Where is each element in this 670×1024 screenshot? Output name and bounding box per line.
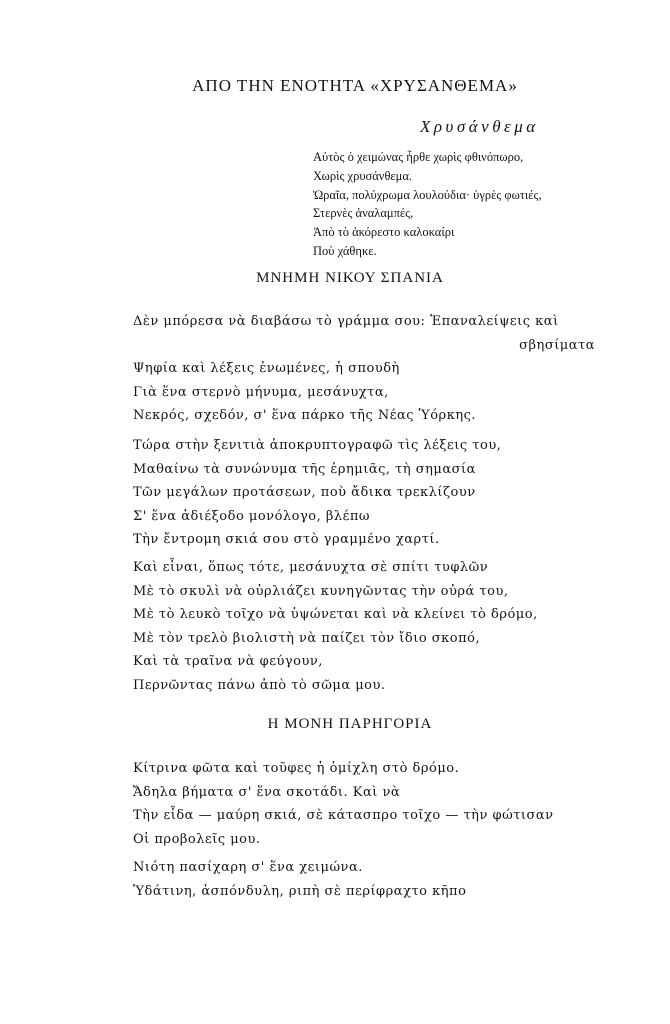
verse-line: Μὲ τὸν τρελὸ βιολιστὴ νὰ παίζει τὸν ἴδιο σκοπό, (133, 630, 481, 646)
verse-line: Καὶ εἶναι, ὅπως τότε, μεσάνυχτα σὲ σπίτι τυφλῶν (133, 560, 489, 575)
poem-title-moni-parigoria: Η ΜΟΝΗ ΠΑΡΗΓΟΡΙΑ (267, 716, 433, 732)
epigraph (313, 148, 542, 261)
verse-line: Νιότη πασίχαρη σ' ἕνα χειμώνα. (133, 860, 363, 875)
poem-title-mnimi: ΜΝΗΜΗ ΝΙΚΟΥ ΣΠΑΝΙΑ (256, 270, 444, 286)
verse-line: Περνῶντας πάνω ἀπὸ τὸ σῶμα μου. (133, 677, 386, 693)
verse-line: Καὶ τὰ τραῖνα νὰ φεύγουν, (133, 654, 323, 669)
verse-line: Τῶν μεγάλων προτάσεων, ποὺ ἄδικα τρεκλίζουν (133, 485, 476, 500)
verse-line: Μὲ τὸ σκυλὶ νὰ οὐρλιάζει κυνηγῶντας τὴν οὐρά του, (133, 583, 509, 599)
verse-line: Ὑδάτινη, ἀσπόνδυλη, ριπὴ σὲ περίφραχτο κῆπο (133, 883, 467, 899)
stanza (133, 856, 466, 903)
epigraph-line: Στερνὲς ἀναλαμπές, (313, 206, 414, 221)
stanza (133, 310, 595, 428)
stanza (133, 757, 554, 851)
verse-line: Νεκρός, σχεδόν, σ' ἕνα πάρκο τῆς Νέας Ὑόρκης. (133, 408, 477, 423)
poem-title-chrysanthema: Χρυσάνθεμα (420, 117, 539, 136)
epigraph-line: Αὐτὸς ὁ χειμώνας ἦρθε χωρὶς φθινόπωρο, (313, 150, 524, 164)
epigraph-line: Χωρὶς χρυσάνθεμα. (313, 168, 413, 183)
epigraph-line: Ποὺ χάθηκε. (313, 243, 377, 258)
verse-line: Δὲν μπόρεσα νὰ διαβάσω τὸ γράμμα σου: Ἐπαναλείψεις καὶ (133, 314, 559, 329)
stanza (133, 556, 538, 697)
verse-line: Μαθαίνω τὰ συνώνυμα τῆς ἐρημιᾶς, τὴ σημασία (133, 461, 476, 477)
verse-line: Τὴν εἶδα — μαύρη σκιά, σὲ κάτασπρο τοῖχο — τὴν φώτισαν (133, 808, 554, 823)
verse-line: Γιὰ ἕνα στερνὸ μήνυμα, μεσάνυχτα, (133, 384, 389, 400)
epigraph-line: Ὡραῖα, πολύχρωμα λουλούδια· ὑγρὲς φωτιές, (313, 187, 542, 202)
verse-line: Μὲ τὸ λευκὸ τοῖχο νὰ ὑψώνεται καὶ νὰ κλείνει τὸ δρόμο, (133, 607, 538, 622)
verse-line: Κίτρινα φῶτα καὶ τοῦφες ἡ ὁμίχλη στὸ δρόμο. (133, 761, 460, 776)
verse-line: Σ' ἕνα ἀδιέξοδο μονόλογο, βλέπω (133, 508, 370, 524)
verse-line: Τώρα στὴν ξενιτιὰ ἀποκρυπτογραφῶ τὶς λέξεις του, (133, 438, 502, 453)
verse-line: Ἄδηλα βήματα σ' ἕνα σκοτάδι. Καὶ νὰ (133, 784, 401, 800)
verse-line: Ψηφία καὶ λέξεις ἑνωμένες, ἡ σπουδὴ (133, 361, 400, 376)
verse-line: Τὴν ἔντρομη σκιά σου στὸ γραμμένο χαρτί. (133, 532, 440, 547)
epigraph-line: Ἀπὸ τὸ ἀκόρεστο καλοκαίρι (313, 225, 455, 240)
stanza (133, 434, 501, 552)
verse-line-continuation: σβησίματα (519, 337, 595, 353)
verse-line: Οἱ προβολεῖς μου. (133, 831, 261, 847)
page-title: ΑΠΟ ΤΗΝ ΕΝΟΤΗΤΑ «ΧΡΥΣΑΝΘΕΜΑ» (192, 76, 518, 95)
